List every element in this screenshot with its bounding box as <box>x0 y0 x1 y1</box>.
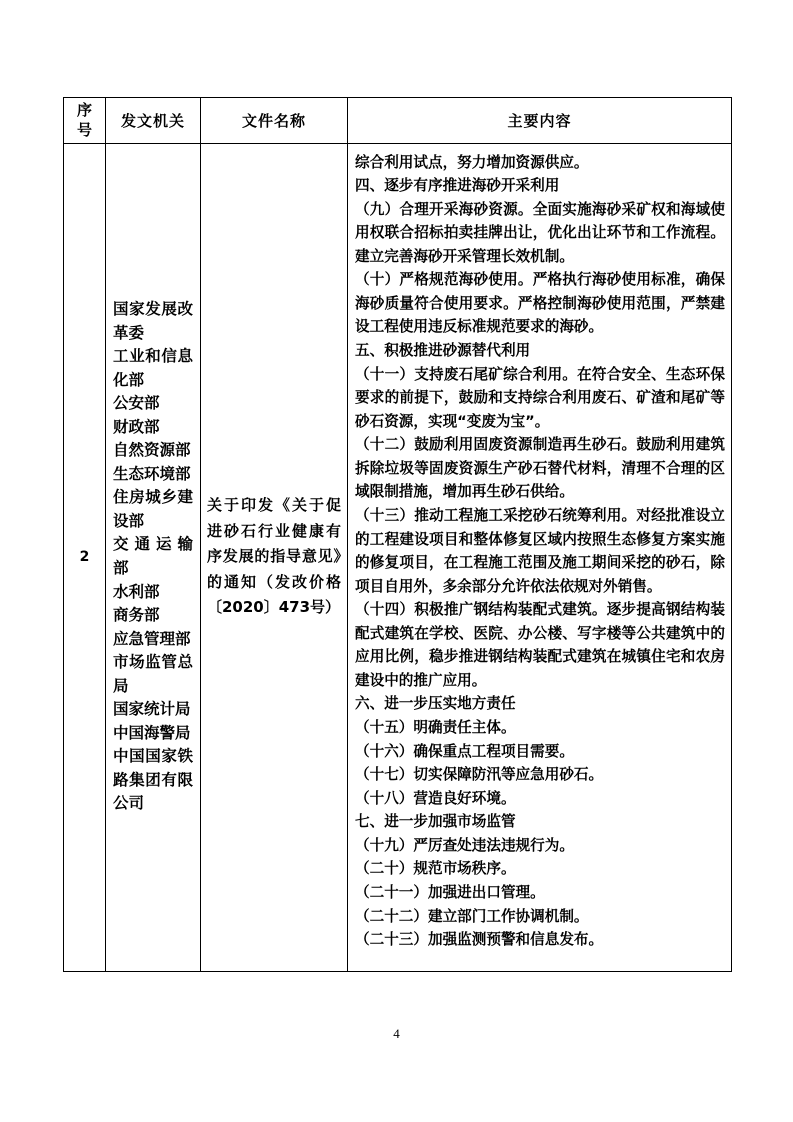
agency-item: 商务部 <box>113 606 160 625</box>
header-index <box>64 98 106 144</box>
content-paragraph: 四、逐步有序推进海砂开采利用 <box>355 177 560 195</box>
agency-item: 国家统计局 <box>113 700 191 719</box>
content-paragraph: （十三）推动工程施工采挖砂石统筹利用。对经批准设立的工程建设项目和整体修复区域内按照生态修复方案实施的修复项目，在工程施工范围及施工期间采挖的砂石，除项目自用外，多余部分允许依法依规对外销售。 <box>355 506 725 595</box>
agency-item: 生态环境部 <box>113 464 191 483</box>
policy-table <box>63 97 732 972</box>
agency-item: 中国海警局 <box>113 723 191 742</box>
agency-list <box>106 143 201 971</box>
agency-item: 应急管理部 <box>113 629 191 648</box>
header-index-label: 序号 <box>76 101 92 140</box>
agency-item: 市场监管总局 <box>113 653 193 695</box>
content-paragraph: （二十一）加强进出口管理。 <box>355 883 545 901</box>
agency-item: 住房城乡建设部 <box>113 488 193 530</box>
table-row <box>64 143 732 971</box>
agency-item: 水利部 <box>113 582 160 601</box>
content-paragraph: （十八）营造良好环境。 <box>355 789 516 807</box>
content-paragraph: 七、进一步加强市场监管 <box>355 813 516 831</box>
agency-item: 交通运输 部 <box>113 535 193 577</box>
content-paragraph: （十二）鼓励利用固废资源制造再生砂石。鼓励利用建筑拆除垃圾等固废资源生产砂石替代材料，清理不合理的区域限制措施，增加再生砂石供给。 <box>355 436 725 501</box>
content-paragraph: 综合利用试点，努力增加资源供应。 <box>355 153 589 171</box>
row-index: 2 <box>64 143 106 971</box>
doc-name: 关于印发《关于促进砂石行业健康有序发展的指导意见》的通知（发改价格〔2020〕473号） <box>201 143 348 971</box>
content-paragraph: 五、积极推进砂源替代利用 <box>355 342 531 359</box>
page-number: 4 <box>393 1026 400 1041</box>
content-paragraph: （二十二）建立部门工作协调机制。 <box>355 907 589 925</box>
content-paragraph: （十九）严厉查处违法违规行为。 <box>355 836 574 854</box>
content-paragraph: （十六）确保重点工程项目需要。 <box>355 742 574 760</box>
agency-item: 财政部 <box>113 417 160 436</box>
main-content <box>348 143 732 971</box>
content-paragraph: （十）严格规范海砂使用。严格执行海砂使用标准，确保海砂质量符合使用要求。严格控制海砂使用范围，严禁建设工程使用违反标准规范要求的海砂。 <box>355 271 725 336</box>
header-agency: 发文机关 <box>106 98 201 144</box>
agency-item: 公安部 <box>113 394 160 413</box>
content-paragraph: （十一）支持废石尾矿综合利用。在符合安全、生态环保要求的前提下，鼓励和支持综合利用废石、矿渣和尾矿等砂石资源，实现“变废为宝”。 <box>355 365 725 430</box>
agency-item: 国家发展改革委 <box>113 299 193 342</box>
agency-item: 中国国家铁路集团有限公司 <box>113 747 193 813</box>
content-paragraph: （十七）切实保障防汛等应急用砂石。 <box>355 766 604 784</box>
content-paragraph: （二十三）加强监测预警和信息发布。 <box>355 931 604 949</box>
content-paragraph: （十四）积极推广钢结构装配式建筑。逐步提高钢结构装配式建筑在学校、医院、办公楼、写字楼等公共建筑中的应用比例，稳步推进钢结构装配式建筑在城镇住宅和农房建设中的推广应用。 <box>355 601 725 689</box>
agency-item: 工业和信息化部 <box>113 347 193 389</box>
content-paragraph: （十五）明确责任主体。 <box>355 719 516 736</box>
content-paragraph: 六、进一步压实地方责任 <box>355 695 516 713</box>
header-doc-name: 文件名称 <box>201 98 348 144</box>
agency-item: 自然资源部 <box>113 441 191 460</box>
content-paragraph: （二十）规范市场秩序。 <box>355 860 516 878</box>
content-paragraph: （九）合理开采海砂资源。全面实施海砂采矿权和海域使用权联合招标拍卖挂牌出让，优化出让环节和工作流程。建立完善海砂开采管理长效机制。 <box>355 200 725 265</box>
header-content: 主要内容 <box>348 98 732 144</box>
table-header-row <box>64 98 732 144</box>
